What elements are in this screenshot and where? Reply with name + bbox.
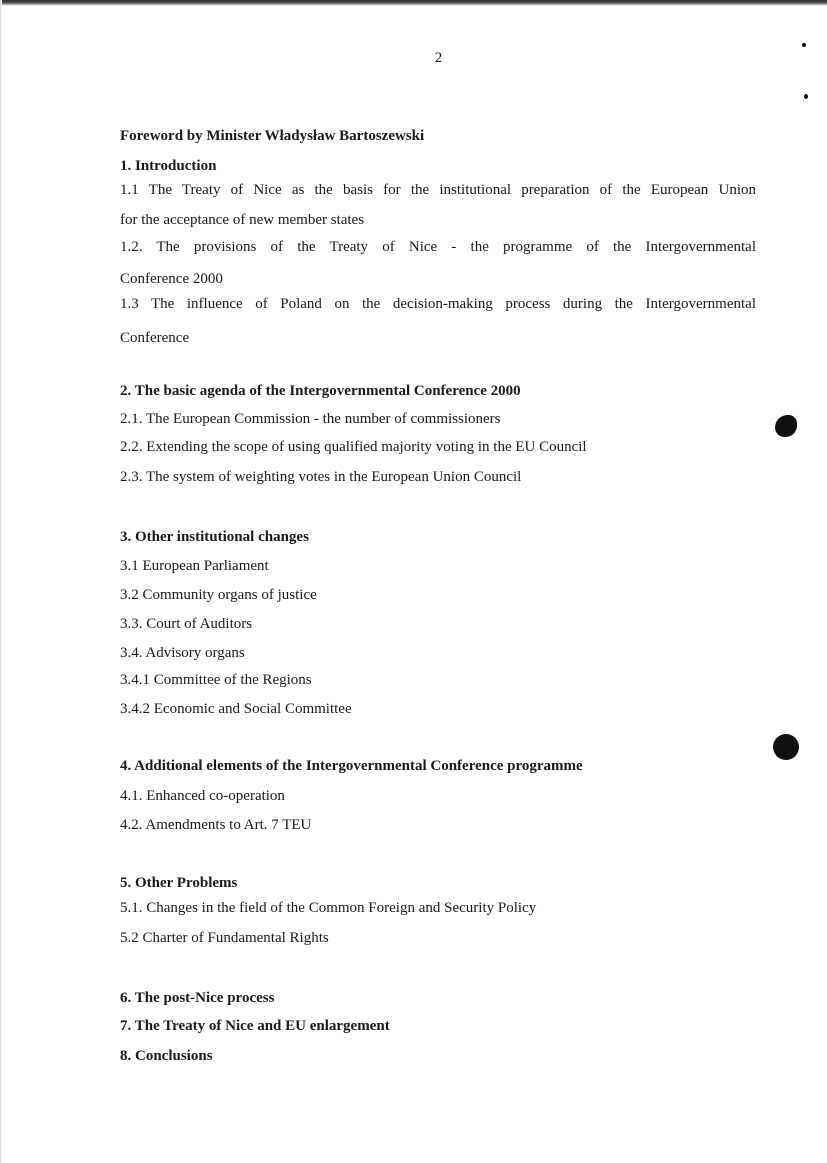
toc-item: 3.4. Advisory organs <box>120 645 245 661</box>
toc-item: 1.1 The Treaty of Nice as the basis for the institutional preparation of the European Union <box>120 182 756 198</box>
toc-item: 2.2. Extending the scope of using qualified majority voting in the EU Council <box>120 439 587 455</box>
toc-item: 3.4.2 Economic and Social Committee <box>120 701 352 717</box>
section-8-heading: 8. Conclusions <box>120 1048 213 1064</box>
section-2-heading: 2. The basic agenda of the Intergovernmental Conference 2000 <box>120 383 521 399</box>
section-5-heading: 5. Other Problems <box>120 875 238 891</box>
section-4-heading: 4. Additional elements of the Intergovernmental Conference programme <box>120 758 583 774</box>
scan-left-edge <box>0 0 2 1163</box>
page-number: 2 <box>434 50 443 66</box>
section-7-heading: 7. The Treaty of Nice and EU enlargement <box>120 1018 390 1034</box>
toc-item: 3.2 Community organs of justice <box>120 587 317 603</box>
toc-item-continuation: Conference 2000 <box>120 271 223 287</box>
section-1-heading: 1. Introduction <box>120 158 217 174</box>
punch-hole-mark <box>773 734 799 760</box>
toc-item: 3.4.1 Committee of the Regions <box>120 672 312 688</box>
section-6-heading: 6. The post-Nice process <box>120 990 275 1006</box>
toc-item: 5.1. Changes in the field of the Common Foreign and Security Policy <box>120 900 537 916</box>
toc-item: 1.2. The provisions of the Treaty of Nice - the programme of the Intergovernmental <box>120 239 756 255</box>
toc-item: 4.1. Enhanced co-operation <box>120 788 285 804</box>
toc-item: 3.1 European Parliament <box>120 558 269 574</box>
toc-item: 1.3 The influence of Poland on the decision-making process during the Intergovernmental <box>120 296 756 312</box>
toc-item: 3.3. Court of Auditors <box>120 616 253 632</box>
toc-item: 5.2 Charter of Fundamental Rights <box>120 930 329 946</box>
scan-speck <box>802 43 806 47</box>
scan-speck <box>804 94 808 99</box>
toc-item: 4.2. Amendments to Art. 7 TEU <box>120 817 312 833</box>
section-3-heading: 3. Other institutional changes <box>120 529 309 545</box>
toc-item-continuation: for the acceptance of new member states <box>120 212 365 228</box>
foreword-heading: Foreword by Minister Władysław Bartoszewski <box>120 128 425 144</box>
toc-item: 2.1. The European Commission - the number of commissioners <box>120 411 501 427</box>
scan-top-edge <box>0 0 827 6</box>
toc-item: 2.3. The system of weighting votes in the European Union Council <box>120 469 522 485</box>
toc-item-continuation: Conference <box>120 330 190 346</box>
punch-hole-mark <box>775 415 797 437</box>
